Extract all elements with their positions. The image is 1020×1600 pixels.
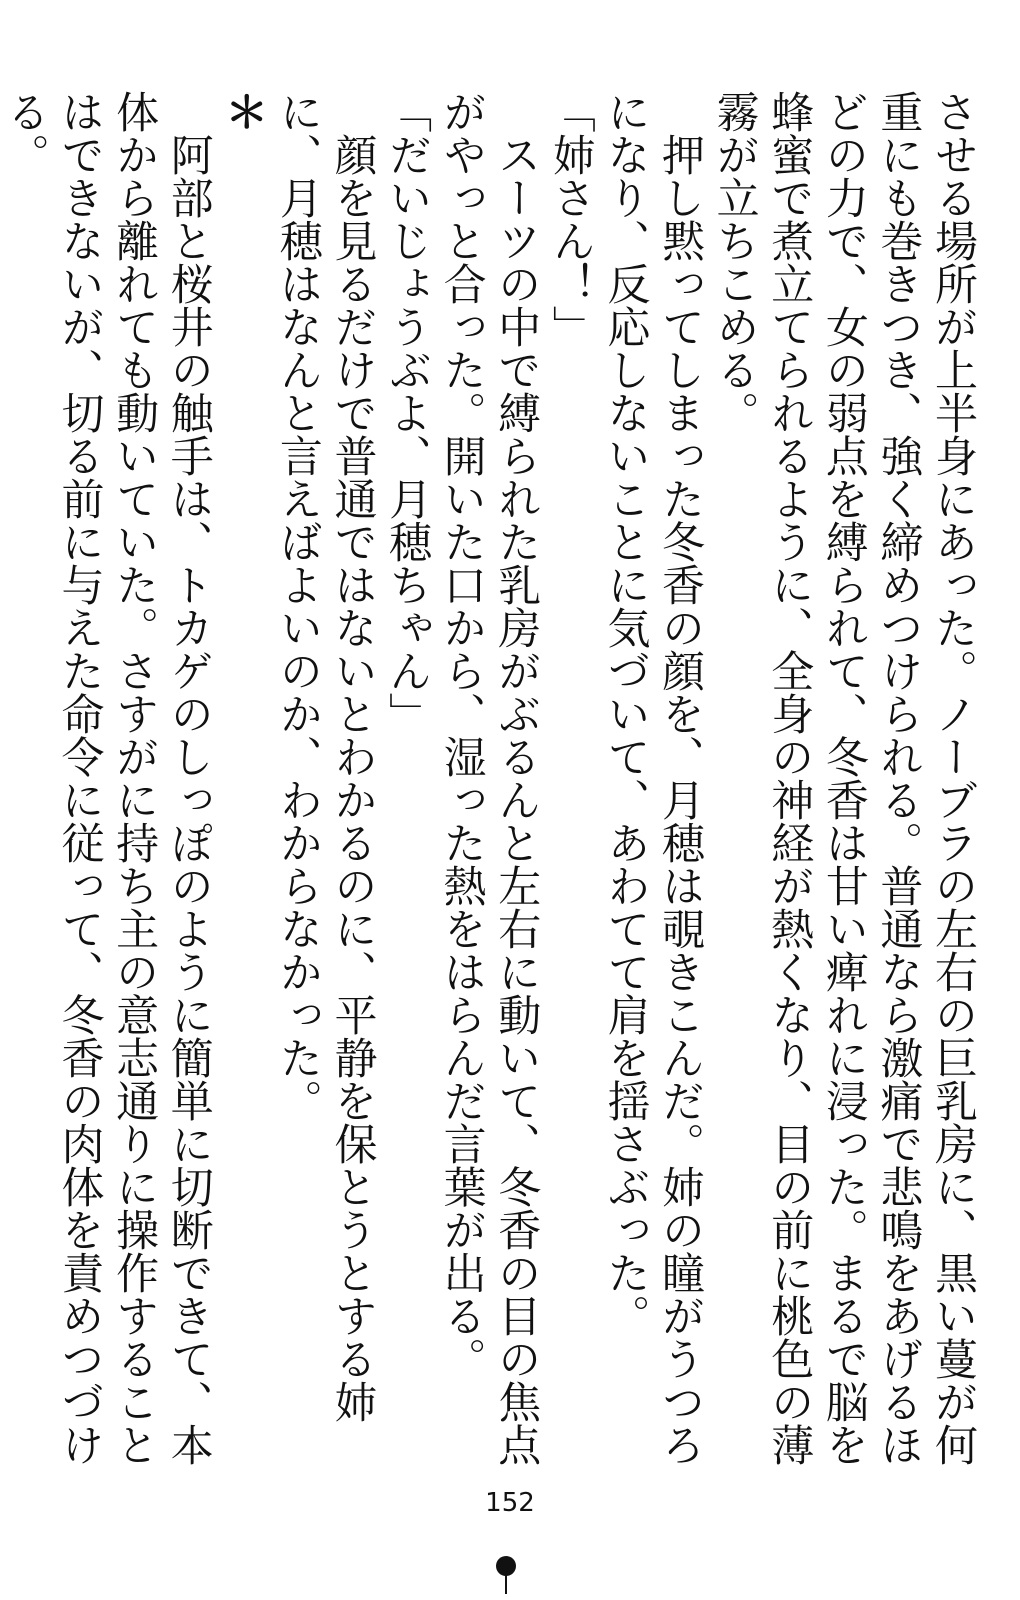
paragraph-7: 阿部と桜井の触手は、トカゲのしっぽのように簡単に切断できて、本体から離れても動いていた。さすがに持ち主の意志通りに操作することはできないが、切る前に与えた命令に従って、冬香の肉体を責めつづける。: [0, 90, 214, 1466]
paragraph-3: 「姉さん！」: [545, 90, 596, 348]
page-number: 152: [485, 1488, 535, 1518]
paragraph-1: させる場所が上半身にあった。ノーブラの左右の巨乳房に、黒い蔓が何重にも巻きつき、強く締めつけられる。普通なら激痛で悲鳴をあげるほどの力で、女の弱点を縛られて、冬香は甘い痺れに浸った。まるで脳を蜂蜜で煮立てられるように、全身の神経が熱くなり、目の前に桃色の薄霧が立ちこめる。: [709, 90, 978, 1466]
page-marker-stem: [505, 1572, 507, 1594]
paragraph-2: 押し黙ってしまった冬香の顔を、月穂は覗きこんだ。姉の瞳がうつろになり、反応しないことに気づいて、あわてて肩を揺さぶった。: [600, 90, 706, 1466]
paragraph-4: スーツの中で縛られた乳房がぶるんと左右に動いて、冬香の目の焦点がやっと合った。開いた口から、湿った熱をはらんだ言葉が出る。: [436, 90, 542, 1466]
section-separator: ＊: [218, 90, 269, 133]
vertical-text-block: [0, 90, 980, 1490]
paragraph-5: 「だいじょうぶよ、月穂ちゃん」: [382, 90, 433, 735]
paragraph-6: 顔を見るだけで普通ではないとわかるのに、平静を保とうとする姉に、月穂はなんと言えばよいのか、わからなかった。: [272, 90, 378, 1423]
